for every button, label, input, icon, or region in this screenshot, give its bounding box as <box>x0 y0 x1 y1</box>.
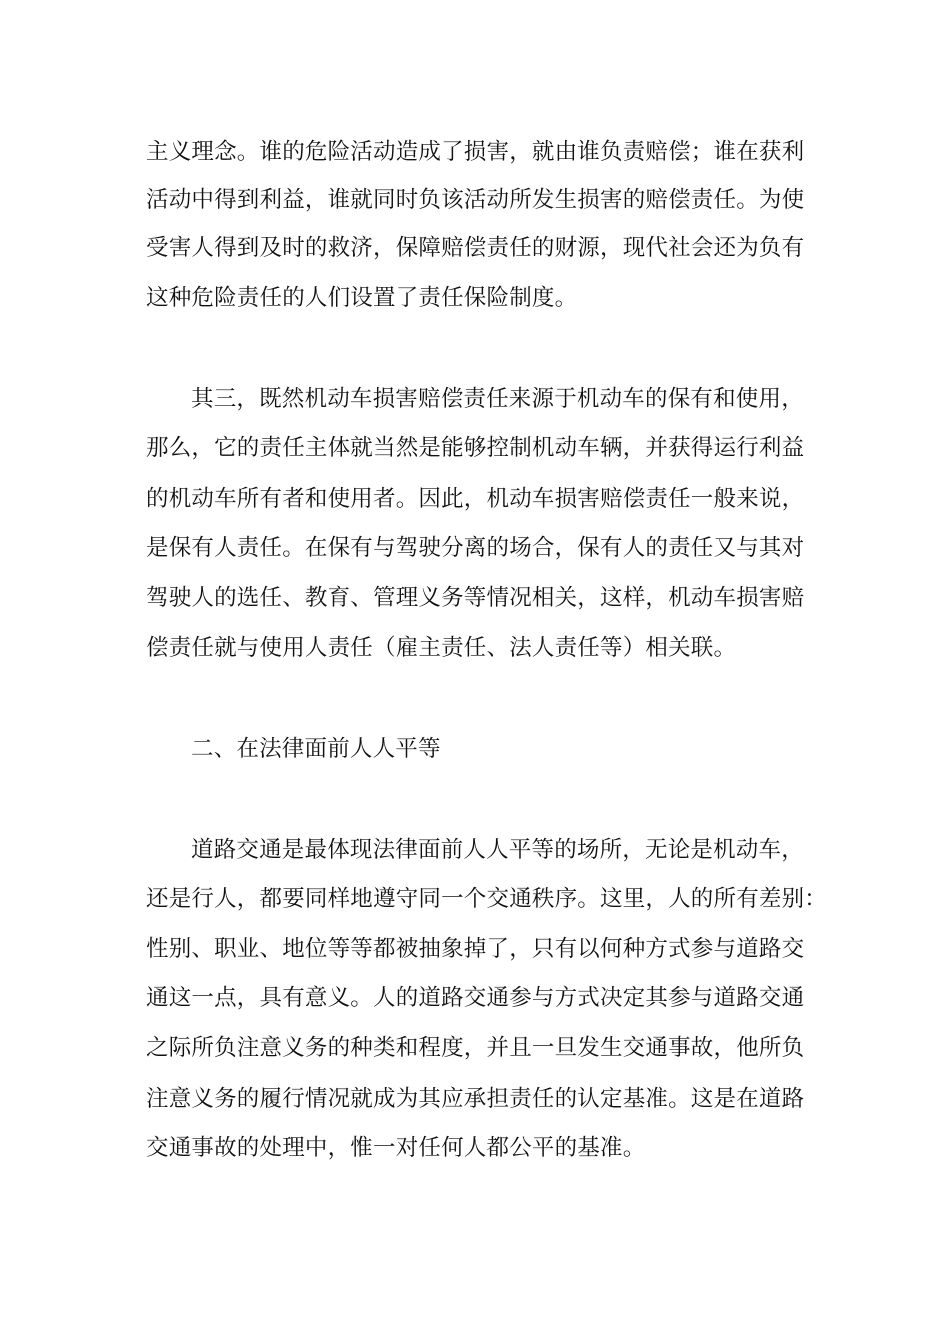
paragraph-4-line-3: 性别、职业、地位等等都被抽象掉了，只有以何种方式参与道路交 <box>146 936 805 962</box>
paragraph-2-line-1: 其三，既然机动车损害赔偿责任来源于机动车的保有和使用， <box>191 386 804 412</box>
paragraph-4-line-1: 道路交通是最体现法律面前人人平等的场所，无论是机动车， <box>191 837 804 863</box>
paragraph-4-line-4: 通这一点，具有意义。人的道路交通参与方式决定其参与道路交通 <box>146 985 805 1011</box>
paragraph-1-line-2: 活动中得到利益，谁就同时负该活动所发生损害的赔偿责任。为使 <box>146 187 805 213</box>
paragraph-2-line-3: 的机动车所有者和使用者。因此，机动车损害赔偿责任一般来说， <box>146 486 805 512</box>
paragraph-4-line-2: 还是行人，都要同样地遵守同一个交通秩序。这里，人的所有差别： <box>146 886 828 912</box>
paragraph-4-line-6: 注意义务的履行情况就成为其应承担责任的认定基准。这是在道路 <box>146 1086 805 1112</box>
paragraph-1-line-3: 受害人得到及时的救济，保障赔偿责任的财源，现代社会还为负有 <box>146 235 805 261</box>
paragraph-2-line-2: 那么，它的责任主体就当然是能够控制机动车辆，并获得运行利益 <box>146 435 805 461</box>
paragraph-2-line-4: 是保有人责任。在保有与驾驶分离的场合，保有人的责任又与其对 <box>146 535 805 561</box>
paragraph-2-line-5: 驾驶人的选任、教育、管理义务等情况相关，这样，机动车损害赔 <box>146 585 805 611</box>
paragraph-1-line-4: 这种危险责任的人们设置了责任保险制度。 <box>146 285 578 311</box>
section-heading: 二、在法律面前人人平等 <box>191 736 441 762</box>
paragraph-2-line-6: 偿责任就与使用人责任（雇主责任、法人责任等）相关联。 <box>146 635 737 661</box>
paragraph-1-line-1: 主义理念。谁的危险活动造成了损害，就由谁负责赔偿；谁在获利 <box>146 139 805 165</box>
paragraph-4-line-7: 交通事故的处理中，惟一对任何人都公平的基准。 <box>146 1135 646 1161</box>
paragraph-4-line-5: 之际所负注意义务的种类和程度，并且一旦发生交通事故，他所负 <box>146 1035 805 1061</box>
